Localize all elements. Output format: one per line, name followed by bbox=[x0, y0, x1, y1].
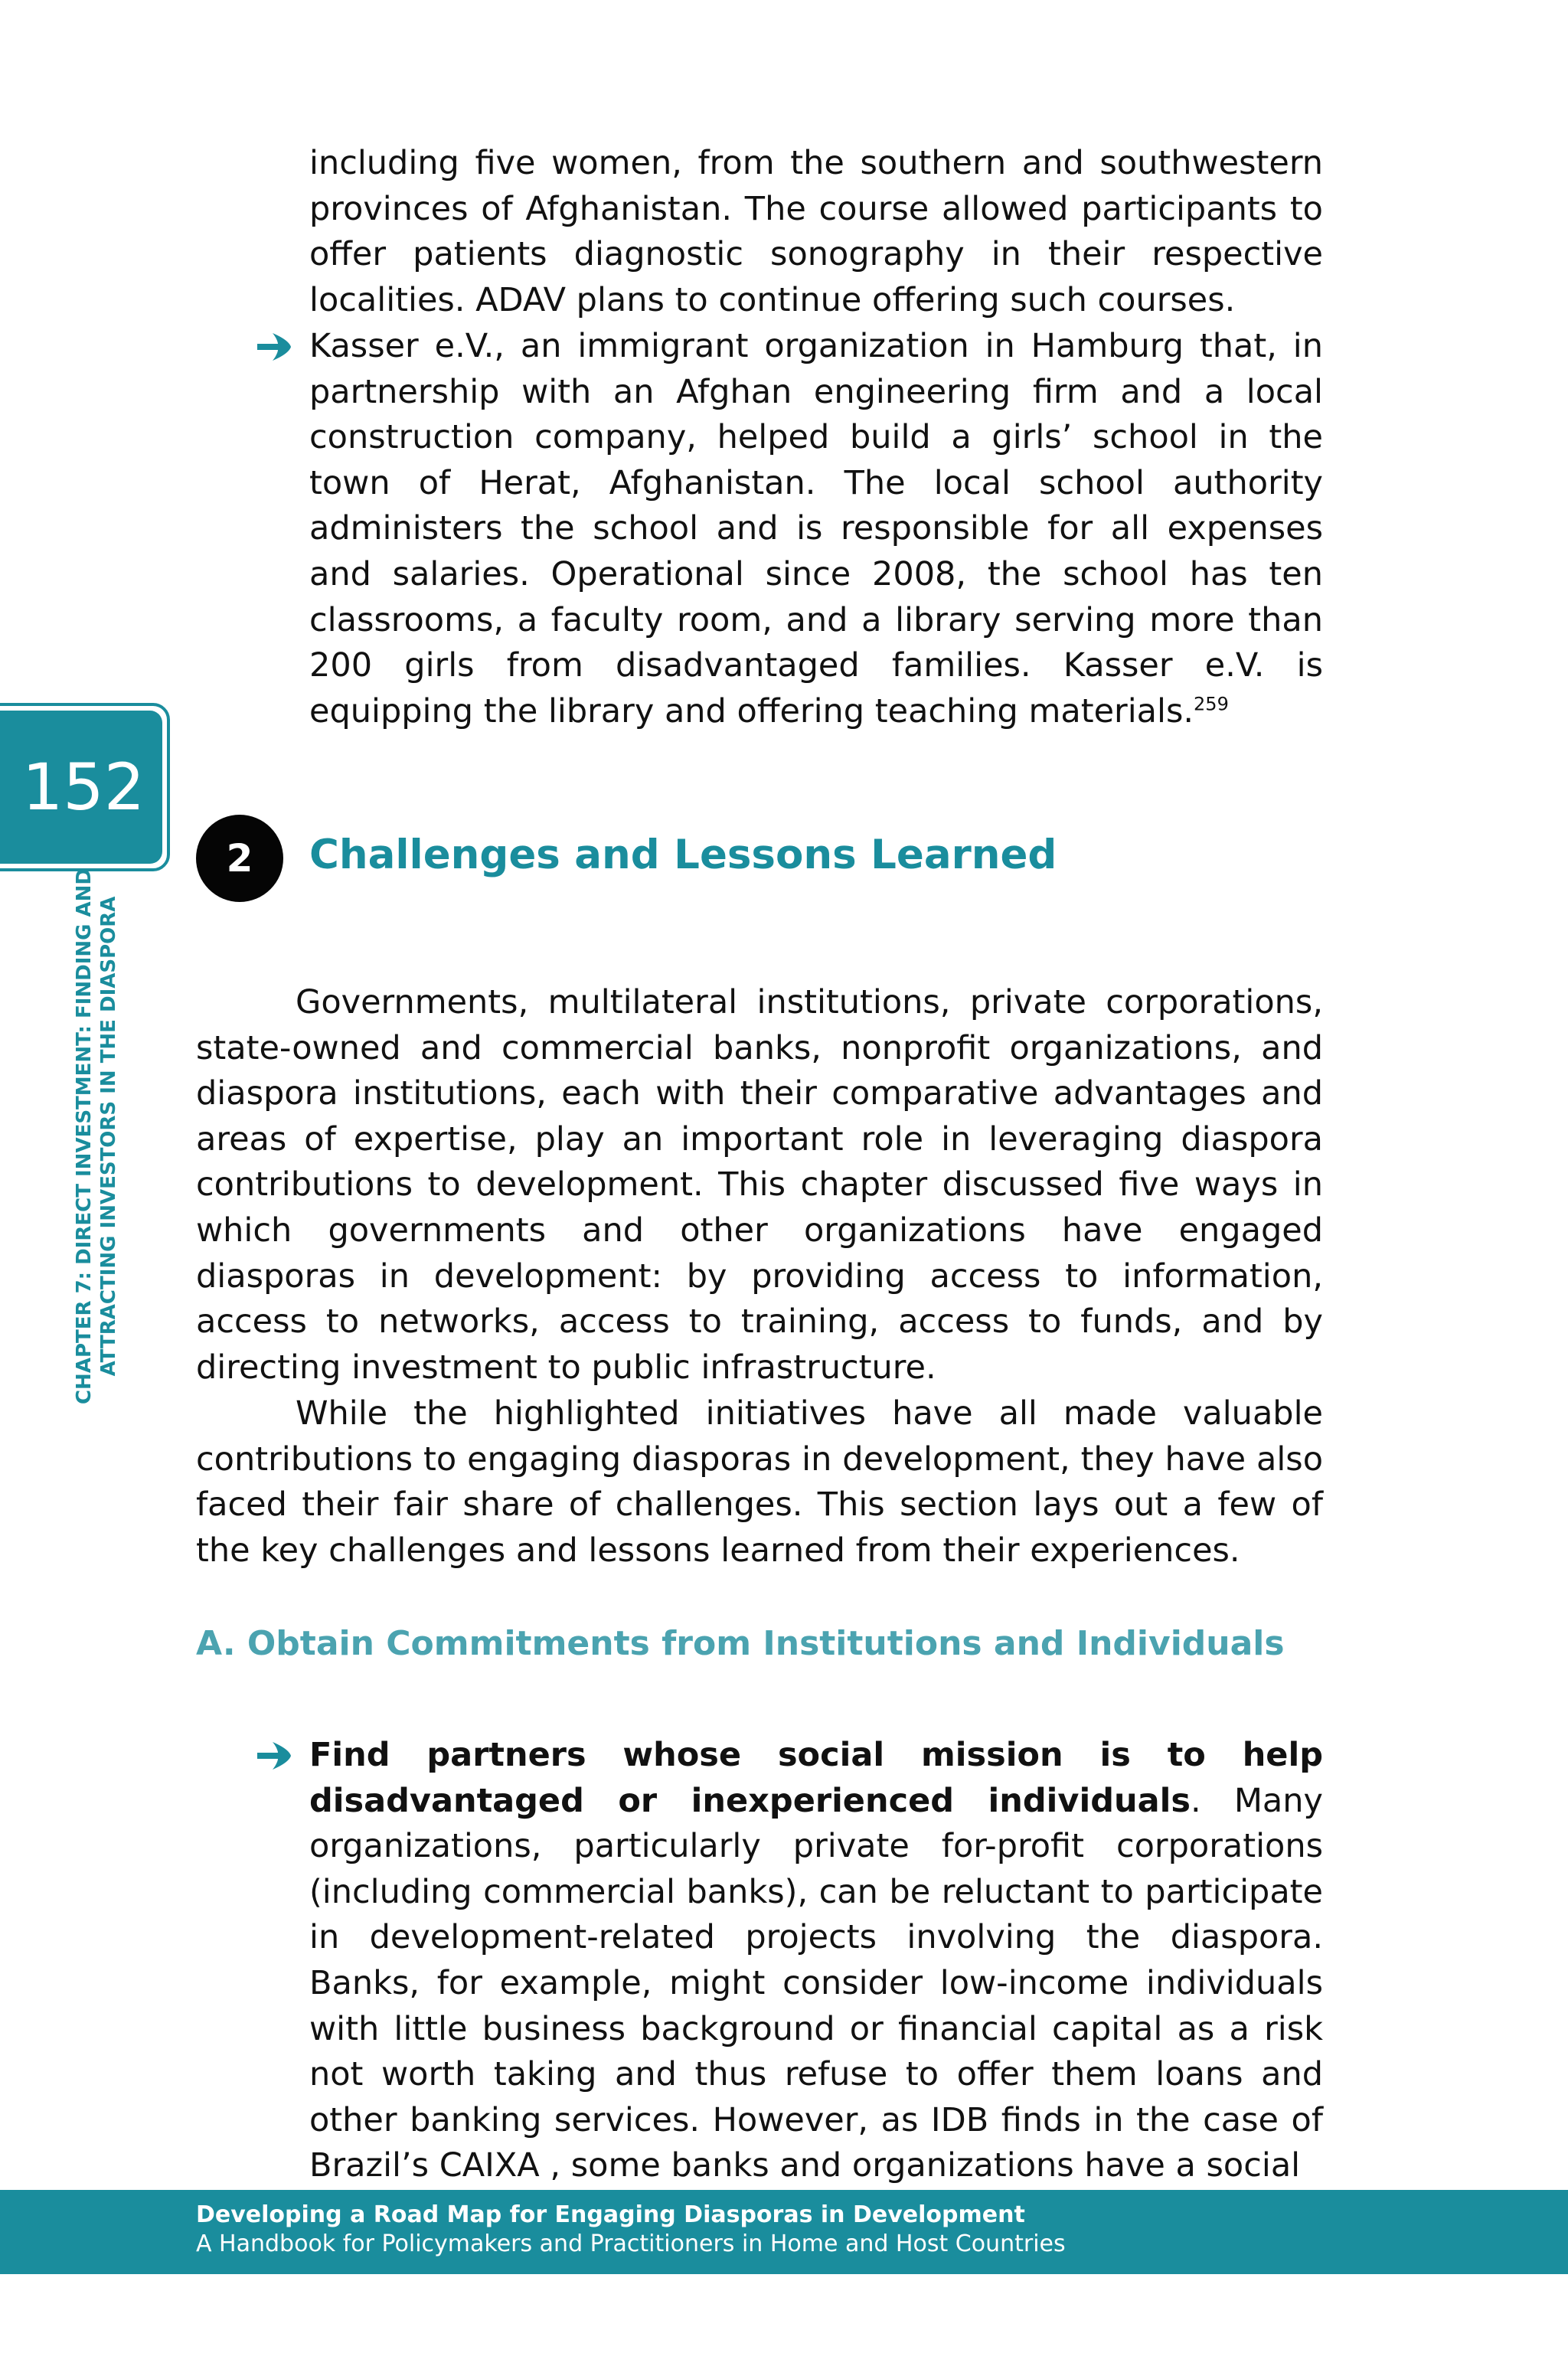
chapter-side-label bbox=[72, 868, 121, 1404]
footer-band bbox=[0, 2190, 1568, 2274]
paragraph-initiatives: While the highlighted initiatives have all made valuable contributions to engaging diasporas in development, they have also faced their fair share of challenges. This section lays out a few of the key challenges and lessons learned from their experiences. bbox=[196, 1394, 1323, 1570]
footer-title: Developing a Road Map for Engaging Diasporas in Development bbox=[196, 2201, 1025, 2228]
footer-subtitle: A Handbook for Policymakers and Practitioners in Home and Host Countries bbox=[196, 2230, 1066, 2257]
arrow-right-icon bbox=[250, 324, 296, 370]
subsection-heading: A. Obtain Commitments from Institutions and Individuals bbox=[196, 1624, 1285, 1663]
bullet-bold-lead: Find partners whose social mission is to help disadvantaged or inexperienced individuals bbox=[309, 1736, 1323, 1820]
section-title: Challenges and Lessons Learned bbox=[309, 832, 1057, 878]
chapter-label-line1: CHAPTER 7: DIRECT INVESTMENT: FINDING AND bbox=[73, 868, 96, 1405]
bullet-text: Kasser e.V., an immigrant organization in Hamburg that, in partnership with an Afghan engineering firm and a local construction company, helped build a girls’ school in the town of Herat, Afghanistan. The local school authority administers the school and is responsible for all expenses and salaries. Operational since 2008, the school has ten classrooms, a faculty room, and a library serving more than 200 girls from disadvantaged families. Kasser e.V. is equipping the library and offering teaching materials. bbox=[309, 327, 1323, 730]
paragraph-governments: Governments, multilateral institutions, private corporations, state-owned and commercial banks, nonprofit organizations, and diaspora institutions, each with their comparative advantages and areas of expertise, play an important role in leveraging diaspora contributions to development. This chapter discussed five ways in which governments and other organizations have engaged diasporas in development: by providing access to information, access to networks, access to training, access to funds, and by directing investment to public infrastructure. bbox=[196, 983, 1323, 1387]
bullet-item-kasser bbox=[309, 324, 1323, 734]
bullet-item-partners bbox=[309, 1733, 1323, 2189]
bullet-text: . Many organizations, particularly private for-profit corporations (including commercial banks), can be reluctant to participate in development-related projects involving the diaspora. Banks, for example, might consider low-income individuals with little business background or financial capital as a risk not worth taking and thus refuse to offer them loans and other banking services. However, as IDB finds in the case of Brazil’s CAIXA , some banks and organizations have a social bbox=[309, 1781, 1323, 2185]
page-number-tab bbox=[0, 703, 170, 871]
chapter-label-line2: ATTRACTING INVESTORS IN THE DIASPORA bbox=[97, 896, 120, 1377]
continuation-paragraph: including five women, from the southern and southwestern provinces of Afghanistan. The course allowed participants to offer patients diagnostic sonography in their respective localities. ADAV plans to continue offering such courses. bbox=[309, 144, 1323, 319]
footnote-ref: 259 bbox=[1194, 693, 1229, 715]
section-number-badge: 2 bbox=[196, 815, 283, 902]
arrow-right-icon bbox=[250, 1733, 296, 1779]
page-number: 152 bbox=[0, 711, 162, 864]
